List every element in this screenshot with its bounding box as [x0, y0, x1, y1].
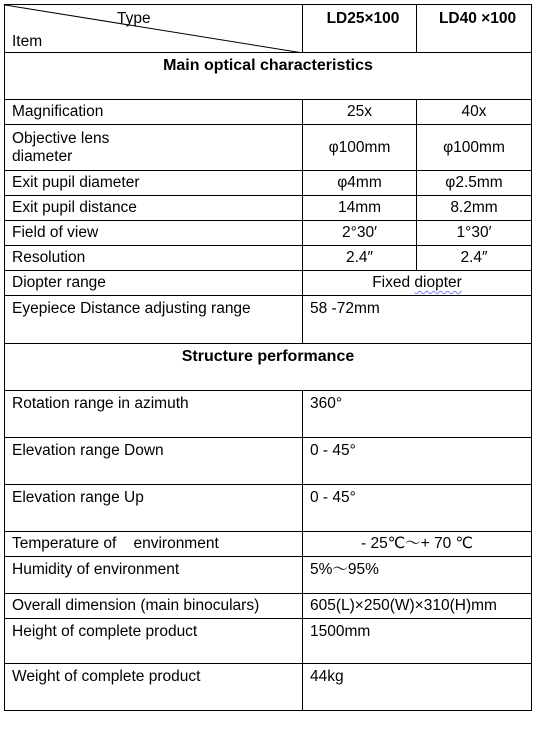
- value-temperature: - 25℃～+ 70 ℃: [303, 532, 532, 557]
- row-label-weight: Weight of complete product: [5, 664, 303, 711]
- value-height: 1500mm: [303, 619, 532, 664]
- value-ld25-field-of-view: 2°30′: [303, 221, 417, 246]
- row-label-overall-dimension: Overall dimension (main binoculars): [5, 594, 303, 619]
- table-row: [5, 485, 532, 532]
- row-label-exit-pupil-distance: Exit pupil distance: [5, 196, 303, 221]
- value-ld40-objective-lens: φ100mm: [417, 125, 532, 171]
- value-overall-dimension: 605(L)×250(W)×310(H)mm: [303, 594, 532, 619]
- row-label-elevation-down: Elevation range Down: [5, 438, 303, 485]
- value-eyepiece-distance: 58 -72mm: [303, 296, 532, 344]
- row-label-resolution: Resolution: [5, 246, 303, 271]
- row-label-magnification: Magnification: [5, 100, 303, 125]
- table-row: [5, 438, 532, 485]
- value-elevation-down: 0 - 45°: [303, 438, 532, 485]
- row-label-temperature: Temperature of environment: [5, 532, 303, 557]
- table-row: [5, 296, 532, 344]
- table-row: [5, 171, 532, 196]
- section-title-optical: Main optical characteristics: [5, 53, 532, 100]
- value-elevation-up: 0 - 45°: [303, 485, 532, 532]
- value-ld40-field-of-view: 1°30′: [417, 221, 532, 246]
- table-row: [5, 619, 532, 664]
- value-diopter-range: [303, 271, 532, 296]
- fixed-word: Fixed: [372, 274, 411, 291]
- value-ld40-resolution: 2.4″: [417, 246, 532, 271]
- header-model-ld25: LD25×100: [303, 5, 417, 53]
- section-row-optical: [5, 53, 532, 100]
- value-humidity: 5%～95%: [303, 557, 532, 594]
- row-label-elevation-up: Elevation range Up: [5, 485, 303, 532]
- diagonal-divider-line: [5, 5, 303, 53]
- type-item-diagonal-header: [5, 5, 303, 53]
- row-label-rotation: Rotation range in azimuth: [5, 391, 303, 438]
- table-row: [5, 246, 532, 271]
- row-label-objective-line1: Objective lens: [12, 129, 110, 147]
- table-row: [5, 221, 532, 246]
- header-item-label: Item: [12, 33, 43, 50]
- row-label-height: Height of complete product: [5, 619, 303, 664]
- value-rotation: 360°: [303, 391, 532, 438]
- table-row: [5, 271, 532, 296]
- section-row-structure: [5, 344, 532, 391]
- table-row: [5, 594, 532, 619]
- row-label-exit-pupil-diameter: Exit pupil diameter: [5, 171, 303, 196]
- table-row: [5, 391, 532, 438]
- row-label-eyepiece-distance: Eyepiece Distance adjusting range: [5, 296, 303, 344]
- value-ld25-objective-lens: φ100mm: [303, 125, 417, 171]
- value-ld25-exit-pupil-distance: 14mm: [303, 196, 417, 221]
- value-ld40-exit-pupil-diameter: φ2.5mm: [417, 171, 532, 196]
- diopter-value-word: diopter: [414, 274, 462, 291]
- row-label-objective-lens-diameter: [5, 125, 303, 171]
- section-title-structure: Structure performance: [5, 344, 532, 391]
- table-row: [5, 532, 532, 557]
- row-label-diopter-range: [5, 271, 303, 296]
- range-word: range: [66, 274, 106, 291]
- header-row: [5, 5, 532, 53]
- row-label-objective-line2: diameter: [12, 147, 73, 165]
- value-ld25-resolution: 2.4″: [303, 246, 417, 271]
- table-row: [5, 100, 532, 125]
- value-ld25-exit-pupil-diameter: φ4mm: [303, 171, 417, 196]
- header-type-label: Type: [117, 10, 151, 27]
- row-label-humidity: Humidity of environment: [5, 557, 303, 594]
- header-model-ld40: LD40 ×100: [417, 5, 532, 53]
- value-weight: 44kg: [303, 664, 532, 711]
- value-ld40-magnification: 40x: [417, 100, 532, 125]
- specification-table: [4, 4, 532, 711]
- table-row: [5, 125, 532, 171]
- value-ld25-magnification: 25x: [303, 100, 417, 125]
- table-row: [5, 557, 532, 594]
- row-label-field-of-view: Field of view: [5, 221, 303, 246]
- table-row: [5, 664, 532, 711]
- diopter-word: Diopter: [12, 274, 62, 291]
- value-ld40-exit-pupil-distance: 8.2mm: [417, 196, 532, 221]
- table-row: [5, 196, 532, 221]
